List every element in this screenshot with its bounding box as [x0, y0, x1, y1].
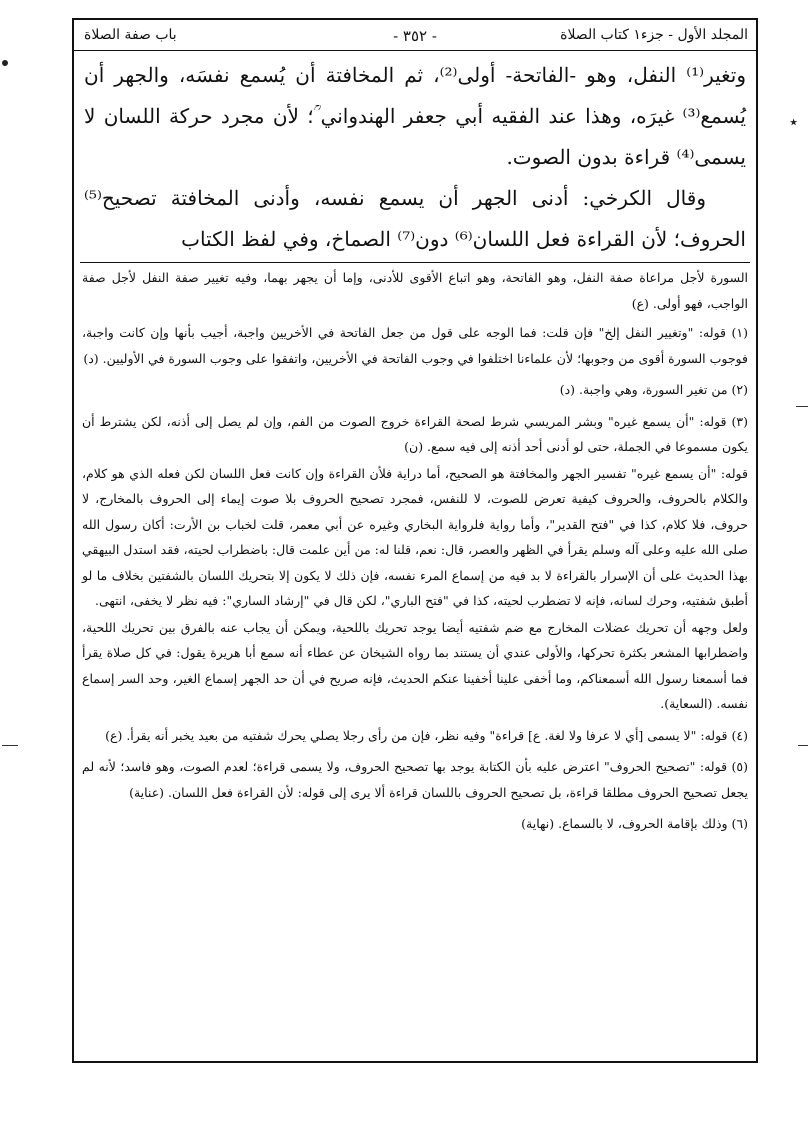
margin-note: ٭ — [789, 112, 798, 131]
footnote-3-commentary: قوله: "أن يسمع غيره" تفسير الجهر والمخافتة هو الصحيح، أما دراية فلأن القراءة وإن كانت فعل اللسان لكن فعله الذي هو كلام، والكلام بالحروف، والحروف كيفية تعرض للصوت، لا للنفس، فمجرد تصحيح الحروف بلا صوت إيماء إلى الحروف بالمخارج، لا حروف، فلا كلام، كذا في "فتح القدير"، وأما رواية فلرواية البخاري وغيره عن أبي معمر، قلت لخباب بن الأرت: أكان رسول الله صلى الله عليه وعلى آله وسلم يقرأ في الظهر والعصر، قال: نعم، قلنا له: من أين علمت قال: باضطراب لحيته، فقد استدل البيهقي بهذا الحديث على أن الإسرار بالقراءة لا بد فيه من إسماع المرء نفسه، فإن ذلك لا يكون إلا بتحريك اللسان بالشفتين بخلاف ما لو أطبق شفتيه، وحرك لسانه، فإنه لا تضطرب لحيته، كذا في "فتح الباري"، لكن قال في "إرشاد الساري": فيه نظر لا يخفى، انتهى. — [82, 465, 748, 608]
margin-tick — [2, 745, 18, 746]
running-title-right: المجلد الأول - جزء١ كتاب الصلاة — [560, 27, 748, 43]
footnote-continuation: السورة لأجل مراعاة صفة النفل، وهو الفاتحة، وهو اتباع الأقوى للأدنى، وإما أن يجهر بهما، وفيه تغيير صفة النفل لأجل صفة الواجب، فهو أولى. (ع) — [82, 270, 748, 311]
margin-tick — [798, 745, 808, 746]
footnote-3: (٣) قوله: "أن يسمع غيره" وبشر المريسي شرط لصحة القراءة خروج الصوت من الفم، وإن لم يصل إلى أذنه، لكن يشترط أن يكون مسموعا في الجملة، حتى لو أدنى أحد أذنه إلى فيه سمع. (ن) — [82, 413, 748, 454]
footnote-5: (٥) قوله: "تصحيح الحروف" اعترض عليه بأن الكتابة يوجد بها تصحيح الحروف، ولا يسمى قراءة؛ لعدم الصوت، وهو فاسد؛ لأنه لم يجعل تصحيح الحروف مطلقا قراءة، بل تصحيح الحروف باللسان قراءة ألا يرى إلى قوله: لأن القراءة فعل اللسان. (عناية) — [82, 759, 748, 800]
main-text — [74, 51, 756, 262]
running-title-left: باب صفة الصلاة — [84, 27, 177, 43]
footnote-2: (٢) من تغير السورة، وهي واجبة. (د) — [559, 382, 748, 397]
margin-tick — [796, 406, 808, 407]
footnotes — [74, 263, 756, 837]
footnote-3-discussion: ولعل وجهه أن تحريك عضلات المخارج مع ضم شفتيه أيضا يوجد تحريك باللحية، ويمكن أن يجاب عنه بالفرق بين تحريك اللحية، واضطرابها المشعر بكثرة تحركها، والأولى عندي أن يستند بما رواه الشيخان عن عطاء أنه سمع أبا هريرة يقول: في كل صلاة يقرأ فما أسمعنا رسول الله أسمعناكم، وما أخفى علينا أخفينا عنكم الحديث، فإنه صريح في أن حد الجهر إسماع الغير، وحد السر إسماع نفسه. (السعاية). — [82, 619, 748, 711]
footnote-4: (٤) قوله: "لا يسمى [أي لا عرفا ولا لغة. ع] قراءة" وفيه نظر، فإن من رأى رجلا يصلي يحرك شفتيه من بعيد يخبر أنه يقرأ. (ع) — [105, 727, 748, 743]
main-paragraph: وقال الكرخي: أدنى الجهر أن يسمع نفسه، وأدنى المخافتة تصحيح⁽⁵⁾ الحروف؛ لأن القراءة فعل اللسان⁽⁶⁾ دون⁽⁷⁾ الصماخ، وفي لفظ الكتاب — [84, 186, 746, 251]
page-number: - ٣٥٢ - — [393, 27, 437, 45]
footnote-1: (١) قوله: "وتغيير النفل إلخ" فإن قلت: فما الوجه على قول من جعل الفاتحة في الأخريين واجبة، أجيب بأنها وإن كانت واجبة، فوجوب السورة أقوى من وجوبها؛ لأن علماءنا اختلفوا في وجوب الفاتحة في الأخريين، واتفقوا على وجوب السورة في الأوليين. (د) — [82, 325, 748, 366]
running-header — [74, 20, 756, 51]
footnote-6: (٦) وذلك بإقامة الحروف، لا بالسماع. (نهاية) — [521, 816, 748, 831]
page-frame — [72, 18, 758, 1063]
scan-dot — [2, 60, 8, 66]
main-paragraph: وتغير⁽¹⁾ النفل، وهو -الفاتحة- أولى⁽²⁾، ثم المخافتة أن يُسمع نفسَه، والجهر أن يُسمع⁽³⁾ غيرَه، وهذا عند الفقيه أبي جعفر الهندواني ؒ؛ لأن مجرد حركة اللسان لا يسمى⁽⁴⁾ قراءة بدون الصوت. — [84, 63, 747, 169]
